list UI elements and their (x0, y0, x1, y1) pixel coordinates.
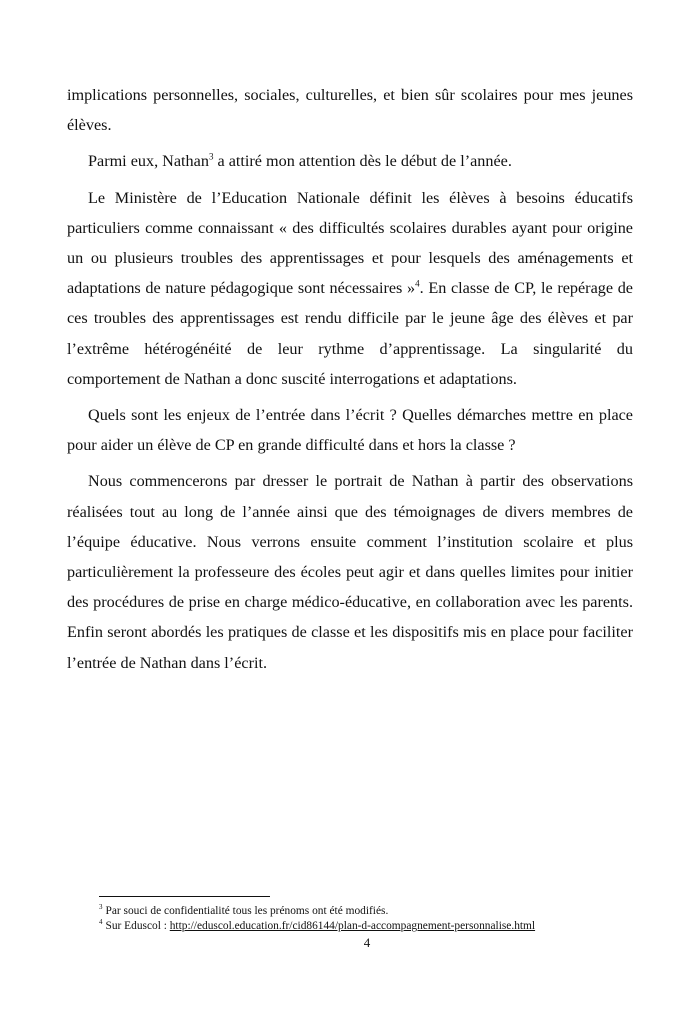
footnote-ref-3[interactable]: 3 (208, 152, 214, 163)
paragraph-1-text: implications personnelles, sociales, culturelles, et bien sûr scolaires pour mes jeunes élèves. (67, 86, 633, 135)
paragraph-2 (67, 146, 633, 176)
footnote-4-number: 4 (99, 918, 103, 927)
footnote-separator (99, 896, 270, 897)
footnote-3-text: Par souci de confidentialité tous les prénoms ont été modifiés. (105, 905, 389, 917)
paragraph-2-text-start: Parmi eux, Nathan (88, 152, 209, 171)
body-text (67, 80, 633, 684)
paragraph-4-text: Quels sont les enjeux de l’entrée dans l’écrit ? Quelles démarches mettre en place pour aider un élève de CP en grande difficulté dans et hors la classe ? (67, 406, 633, 455)
paragraph-3 (67, 183, 633, 394)
footnote-3 (99, 904, 619, 919)
paragraph-5 (67, 466, 633, 677)
page-number: 4 (363, 935, 371, 950)
paragraph-1 (67, 80, 633, 140)
footnote-4 (99, 919, 619, 934)
paragraph-3-text-end: . En classe de CP, le repérage de ces troubles des apprentissages est rendu difficile par le jeune âge des élèves et par l’extrême hétérogénéité de leur rythme d’apprentissage. La singularité du comportement de Nathan a donc suscité interrogations et adaptations. (67, 279, 633, 388)
paragraph-3-text-start: Le Ministère de l’Education Nationale définit les élèves à besoins éducatifs particuliers comme connaissant « des difficultés scolaires durables ayant pour origine un ou plusieurs troubles des apprentissages et pour lesquels des aménagements et adaptations de nature pédagogique sont nécessaires » (67, 188, 633, 298)
paragraph-4 (67, 400, 633, 460)
paragraph-5-text: Nous commencerons par dresser le portrait de Nathan à partir des observations réalisées tout au long de l’année ainsi que des témoignages de divers membres de l’équipe éducative. Nous verrons ensuite comment l’institution scolaire et plus particulièrement la professeure des écoles peut agir et dans quelles limites pour initier des procédures de prise en charge médico-éducative, en collaboration avec les parents. Enfin seront abordés les pratiques de classe et les dispositifs mis en place pour faciliter l’entrée de Nathan dans l’écrit. (67, 472, 633, 672)
paragraph-2-text-end: a attiré mon attention dès le début de l’année. (213, 152, 512, 171)
footnote-ref-4[interactable]: 4 (415, 278, 420, 289)
eduscol-link[interactable]: http://eduscol.education.fr/cid86144/plan-d-accompagnement-personnalise.html (169, 920, 536, 932)
footnote-4-text: Sur Eduscol : (105, 920, 170, 932)
footnote-3-number: 3 (99, 903, 103, 912)
footnotes (99, 904, 619, 934)
